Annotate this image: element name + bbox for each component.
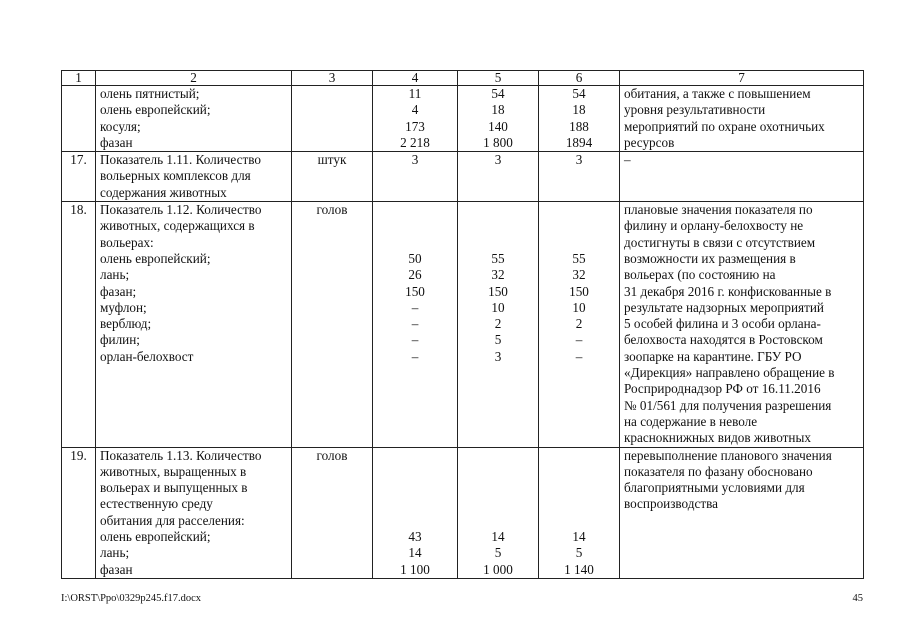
value-col4-cell xyxy=(373,202,458,447)
cell-line xyxy=(543,235,615,251)
cell-line xyxy=(462,496,534,512)
cell-line xyxy=(377,496,453,512)
cell-line: лань; xyxy=(100,545,130,561)
cell-line: 2 xyxy=(494,316,502,332)
cell-line xyxy=(543,480,615,496)
cell-line: вольерах: xyxy=(100,234,154,250)
cell-line: – xyxy=(624,152,631,168)
cell-line: зоопарке на карантине. ГБУ РО xyxy=(624,348,802,364)
cell-line: олень европейский; xyxy=(100,102,211,118)
cell-line: 18 xyxy=(491,102,505,118)
cell-line: 43 xyxy=(408,529,422,545)
row-number-cell xyxy=(62,152,96,202)
cell-line: голов xyxy=(316,447,348,463)
cell-line: вольерах (по состоянию на xyxy=(624,267,776,283)
cell-line: филин; xyxy=(100,332,140,348)
cell-line: штук xyxy=(317,152,347,168)
cell-line xyxy=(462,513,534,529)
cell-line: 54 xyxy=(491,86,505,101)
header-cell: 5 xyxy=(458,71,539,86)
note-cell xyxy=(620,202,864,447)
cell-line: фазан xyxy=(100,561,133,577)
cell-line xyxy=(377,480,453,496)
table-row xyxy=(62,447,864,578)
cell-line: – xyxy=(411,332,419,348)
cell-line xyxy=(377,218,453,234)
cell-line: 18. xyxy=(70,202,87,218)
cell-line: ресурсов xyxy=(624,134,675,150)
cell-line: 10 xyxy=(491,299,505,315)
header-cell: 6 xyxy=(539,71,620,86)
cell-line: 54 xyxy=(572,86,586,101)
cell-line: 31 декабря 2016 г. конфискованные в xyxy=(624,283,832,299)
cell-line: 2 218 xyxy=(400,134,430,150)
cell-line: перевыполнение планового значения xyxy=(624,447,832,463)
cell-line: 173 xyxy=(405,118,425,134)
cell-line: – xyxy=(575,348,583,364)
cell-line: мероприятий по охране охотничьих xyxy=(624,118,825,134)
cell-line: 17. xyxy=(70,152,87,168)
cell-line: 150 xyxy=(488,283,508,299)
cell-line: – xyxy=(411,316,419,332)
cell-line xyxy=(377,513,453,529)
column-number-header xyxy=(62,71,864,86)
cell-line: 19. xyxy=(70,447,87,463)
header-cell: 2 xyxy=(96,71,292,86)
cell-line: вольерах и выпущенных в xyxy=(100,480,248,496)
table-row xyxy=(62,86,864,152)
cell-line: 5 особей филина и 3 особи орлана- xyxy=(624,316,821,332)
page-number: 45 xyxy=(852,593,863,604)
cell-line: голов xyxy=(316,202,348,218)
cell-line: Показатель 1.13. Количество xyxy=(100,447,262,463)
cell-line: 50 xyxy=(408,250,422,266)
cell-line: обитания, а также с повышением xyxy=(624,86,811,101)
cell-line xyxy=(462,202,534,218)
cell-line xyxy=(462,218,534,234)
value-col6-cell xyxy=(539,152,620,202)
cell-line: 188 xyxy=(569,118,589,134)
note-cell xyxy=(620,86,864,152)
cell-line: естественную среду xyxy=(100,496,213,512)
cell-line: 1894 xyxy=(565,134,593,150)
cell-line: Показатель 1.12. Количество xyxy=(100,202,262,218)
cell-line: муфлон; xyxy=(100,299,147,315)
value-col6-cell xyxy=(539,447,620,578)
value-col5-cell xyxy=(458,447,539,578)
cell-line: возможности их размещения в xyxy=(624,250,796,266)
cell-line: олень пятнистый; xyxy=(100,86,200,101)
cell-line: 3 xyxy=(411,152,419,168)
cell-line: показателя по фазану обосновано xyxy=(624,463,813,479)
cell-line: Показатель 1.11. Количество xyxy=(100,152,261,168)
cell-line xyxy=(377,202,453,218)
cell-line xyxy=(377,464,453,480)
cell-line: лань; xyxy=(100,267,130,283)
cell-line: на содержание в неволе xyxy=(624,413,758,429)
note-cell xyxy=(620,152,864,202)
cell-line: 18 xyxy=(572,102,586,118)
cell-line xyxy=(377,448,453,464)
cell-line xyxy=(543,202,615,218)
value-col5-cell xyxy=(458,86,539,152)
value-col6-cell xyxy=(539,86,620,152)
cell-line: 55 xyxy=(491,250,505,266)
cell-line: 55 xyxy=(572,250,586,266)
cell-line xyxy=(543,496,615,512)
report-table xyxy=(61,70,864,579)
unit-cell xyxy=(292,202,373,447)
cell-line: верблюд; xyxy=(100,316,152,332)
cell-line: воспроизводства xyxy=(624,496,719,512)
indicator-cell xyxy=(96,86,292,152)
cell-line: 4 xyxy=(411,102,419,118)
cell-line: 3 xyxy=(494,152,502,168)
cell-line: животных, выращенных в xyxy=(100,463,247,479)
value-col5-cell xyxy=(458,152,539,202)
cell-line: 14 xyxy=(491,529,505,545)
cell-line: орлан-белохвост xyxy=(100,348,194,364)
unit-cell xyxy=(292,152,373,202)
table-row xyxy=(62,202,864,447)
cell-line: 140 xyxy=(488,118,508,134)
cell-line: 14 xyxy=(572,529,586,545)
cell-line: – xyxy=(411,348,419,364)
indicator-cell xyxy=(96,447,292,578)
cell-line: 26 xyxy=(408,267,422,283)
cell-line: 5 xyxy=(575,545,583,561)
row-number-cell xyxy=(62,202,96,447)
cell-line xyxy=(462,480,534,496)
cell-line: результате надзорных мероприятий xyxy=(624,299,824,315)
cell-line: 150 xyxy=(405,283,425,299)
cell-line: белохвоста находятся в Ростовском xyxy=(624,332,823,348)
cell-line: благоприятными условиями для xyxy=(624,480,805,496)
cell-line xyxy=(543,513,615,529)
cell-line xyxy=(543,448,615,464)
indicator-cell xyxy=(96,202,292,447)
value-col4-cell xyxy=(373,152,458,202)
cell-line: косуля; xyxy=(100,118,141,134)
cell-line xyxy=(543,464,615,480)
cell-line: 3 xyxy=(494,348,502,364)
value-col6-cell xyxy=(539,202,620,447)
cell-line: – xyxy=(411,299,419,315)
header-cell: 4 xyxy=(373,71,458,86)
unit-cell xyxy=(292,86,373,152)
row-number-cell xyxy=(62,86,96,152)
cell-line: 11 xyxy=(408,86,422,101)
cell-line: № 01/561 для получения разрешения xyxy=(624,397,832,413)
value-col4-cell xyxy=(373,447,458,578)
cell-line: олень европейский; xyxy=(100,529,211,545)
cell-line xyxy=(462,448,534,464)
cell-line: 3 xyxy=(575,152,583,168)
cell-line: 1 000 xyxy=(483,561,513,577)
cell-line: 14 xyxy=(408,545,422,561)
cell-line: содержания животных xyxy=(100,184,227,200)
cell-line: вольерных комплексов для xyxy=(100,168,251,184)
header-cell: 7 xyxy=(620,71,864,86)
cell-line: 150 xyxy=(569,283,589,299)
cell-line: плановые значения показателя по xyxy=(624,202,813,218)
cell-line xyxy=(462,464,534,480)
cell-line: 1 100 xyxy=(400,561,430,577)
unit-cell xyxy=(292,447,373,578)
cell-line: – xyxy=(575,332,583,348)
table-row xyxy=(62,152,864,202)
cell-line: 32 xyxy=(572,267,586,283)
note-cell xyxy=(620,447,864,578)
cell-line: 1 800 xyxy=(483,134,513,150)
cell-line: животных, содержащихся в xyxy=(100,218,255,234)
cell-line: 10 xyxy=(572,299,586,315)
cell-line: обитания для расселения: xyxy=(100,512,245,528)
cell-line: краснокнижных видов животных xyxy=(624,430,811,446)
cell-line xyxy=(462,235,534,251)
header-cell: 1 xyxy=(62,71,96,86)
cell-line: 5 xyxy=(494,332,502,348)
cell-line: 1 140 xyxy=(564,561,594,577)
row-number-cell xyxy=(62,447,96,578)
indicator-cell xyxy=(96,152,292,202)
cell-line: «Дирекция» направлено обращение в xyxy=(624,365,835,381)
cell-line: 2 xyxy=(575,316,583,332)
file-path-footer: I:\ORST\Ppo\0329p245.f17.docx xyxy=(61,593,202,604)
cell-line: Росприроднадзор РФ от 16.11.2016 xyxy=(624,381,821,397)
cell-line: 32 xyxy=(491,267,505,283)
cell-line: достигнуты в связи с отсутствием xyxy=(624,234,816,250)
cell-line xyxy=(543,218,615,234)
cell-line xyxy=(377,235,453,251)
cell-line: олень европейский; xyxy=(100,250,211,266)
cell-line: фазан; xyxy=(100,283,137,299)
cell-line: 5 xyxy=(494,545,502,561)
cell-line: уровня результативности xyxy=(624,102,766,118)
cell-line: филину и орлану-белохвосту не xyxy=(624,218,804,234)
value-col5-cell xyxy=(458,202,539,447)
cell-line: фазан xyxy=(100,134,133,150)
value-col4-cell xyxy=(373,86,458,152)
header-cell: 3 xyxy=(292,71,373,86)
